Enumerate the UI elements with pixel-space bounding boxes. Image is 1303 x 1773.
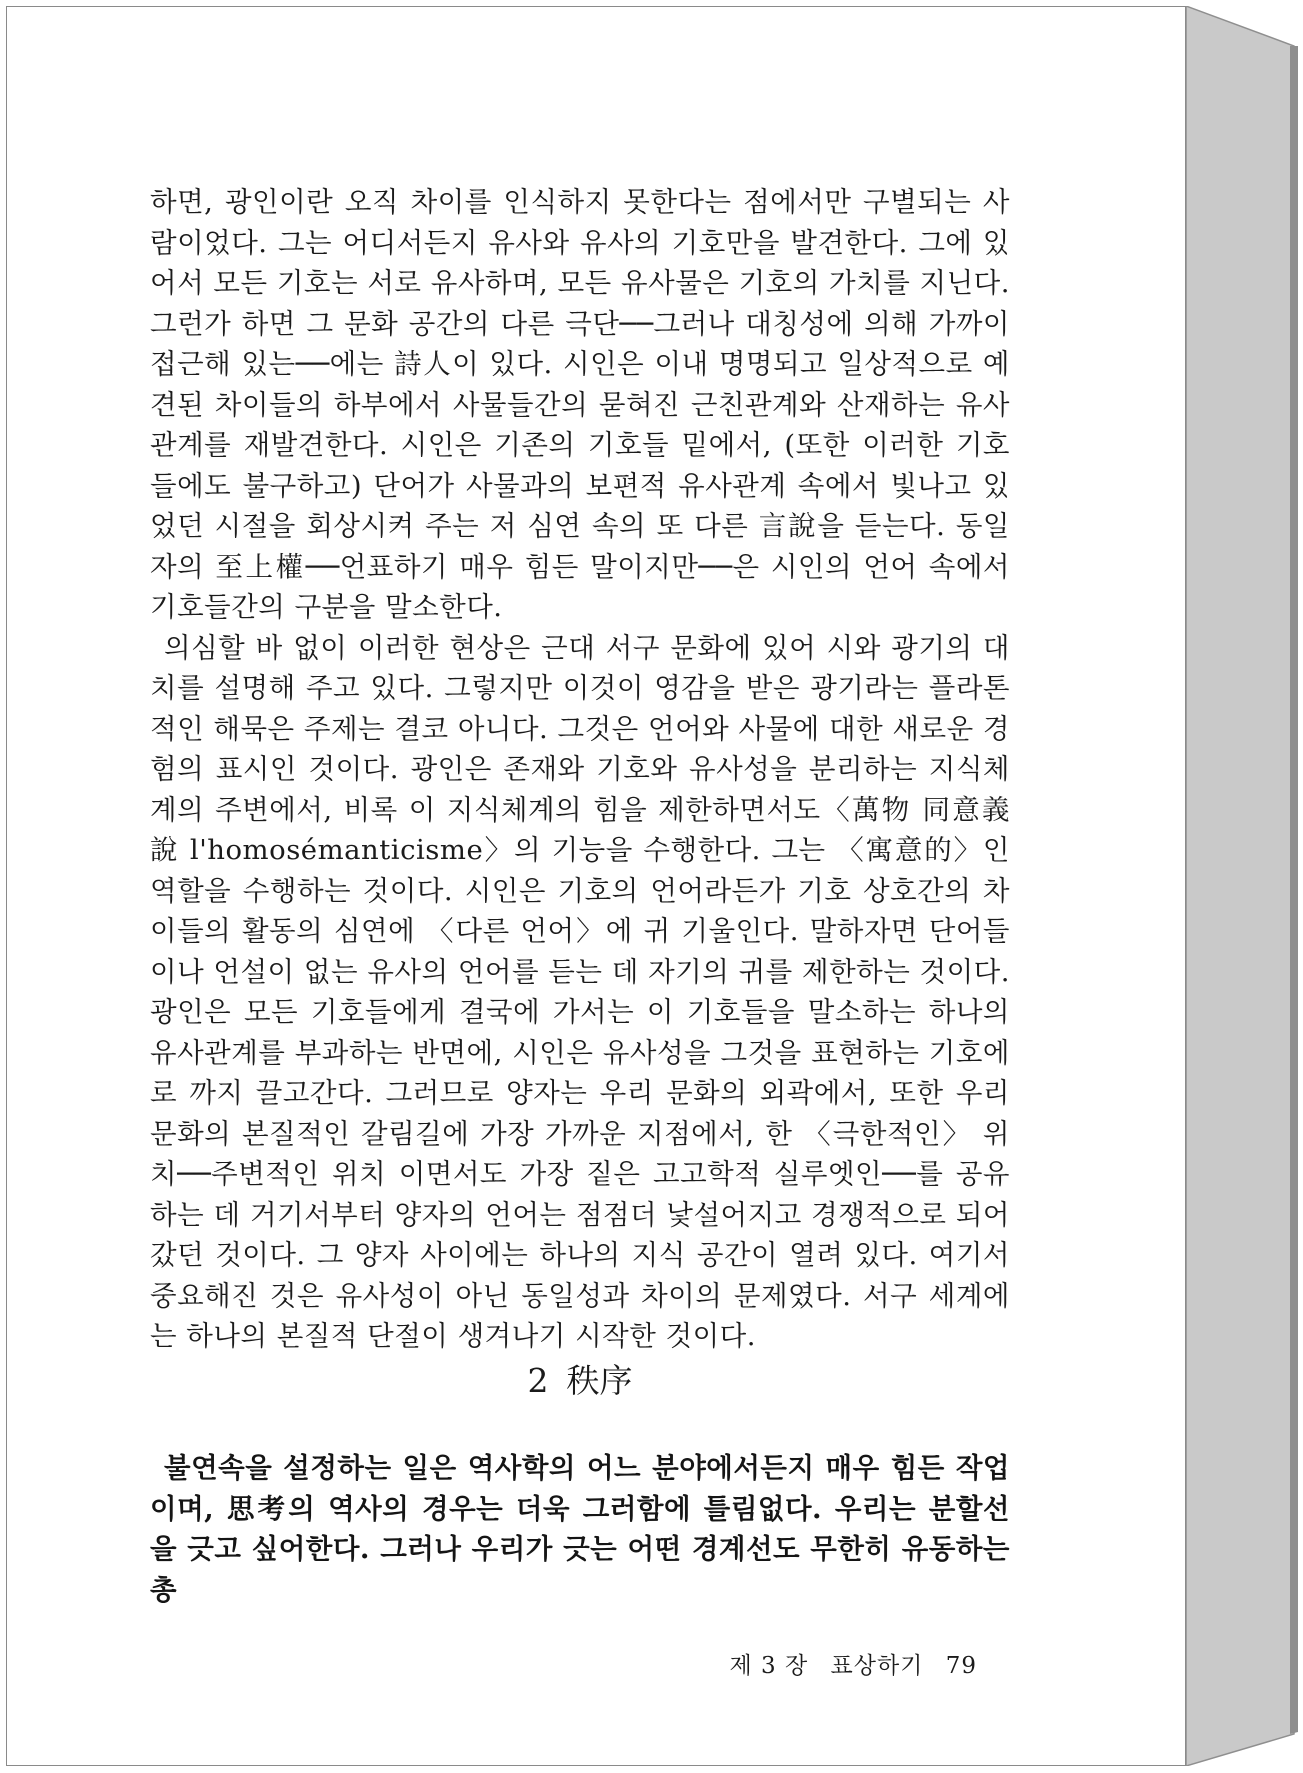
paragraph-1: 하면, 광인이란 오직 차이를 인식하지 못한다는 점에서만 구별되는 사람이었다. 그는 어디서든지 유사와 유사의 기호만을 발견한다. 그에 있어서 모든 기호는 서로 유사하며, 모든 유사물은 기호의 가치를 지닌다. 그런가 하면 그 문화 공간의 다른 극단──그러나 대칭성에 의해 가까이 접근해 있는──에는 詩人이 있다. 시인은 이내 명명되고 일상적으로 예견된 차이들의 하부에서 사물들간의 묻혀진 근친관계와 산재하는 유사관계를 재발견한다. 시인은 기존의 기호들 밑에서, (또한 이러한 기호들에도 불구하고) 단어가 사물과의 보편적 유사관계 속에서 빛나고 있었던 시절을 회상시켜 주는 저 심연 속의 또 다른 言說을 듣는다. 동일자의 至上權──언표하기 매우 힘든 말이지만──은 시인의 언어 속에서 기호들간의 구분을 말소한다. (150, 186, 1010, 623)
section-title: 秩序 (566, 1361, 633, 1400)
paragraph-3: 불연속을 설정하는 일은 역사학의 어느 분야에서든지 매우 힘든 작업이며, 思考의 역사의 경우는 더욱 그러함에 틀림없다. 우리는 분할선을 긋고 싶어한다. 그러나 우리가 긋는 어떤 경계선도 무한히 유동하는 총 (150, 1452, 1010, 1606)
book-edge-icon (1186, 6, 1298, 1766)
chapter-label: 제 3 장 (729, 1653, 809, 1679)
chapter-title: 표상하기 (830, 1653, 924, 1679)
page-footer (716, 1647, 977, 1680)
section-number: 2 (527, 1361, 549, 1400)
main-text (150, 182, 1010, 1357)
section-text (150, 1448, 1010, 1610)
paragraph-2: 의심할 바 없이 이러한 현상은 근대 서구 문화에 있어 시와 광기의 대치를 설명해 주고 있다. 그렇지만 이것이 영감을 받은 광기라는 플라톤적인 해묵은 주제는 결코 아니다. 그것은 언어와 사물에 대한 새로운 경험의 표시인 것이다. 광인은 존재와 기호와 유사성을 분리하는 지식체계의 주변에서, 비록 이 지식체계의 힘을 제한하면서도〈萬物 同意義說 l'homosémanticisme〉의 기능을 수행한다. 그는 〈寓意的〉인 역할을 수행하는 것이다. 시인은 기호의 언어라든가 기호 상호간의 차이들의 활동의 심연에 〈다른 언어〉에 귀 기울인다. 말하자면 단어들이나 언설이 없는 유사의 언어를 듣는 데 자기의 귀를 제한하는 것이다. 광인은 모든 기호들에게 결국에 가서는 이 기호들을 말소하는 하나의 유사관계를 부과하는 반면에, 시인은 유사성을 그것을 표현하는 기호에로 까지 끌고간다. 그러므로 양자는 우리 문화의 외곽에서, 또한 우리 문화의 본질적인 갈림길에 가장 가까운 지점에서, 한 〈극한적인〉 위치──주변적인 위치 이면서도 가장 짙은 고고학적 실루엣인──를 공유하는 데 거기서부터 양자의 언어는 점점더 낯설어지고 경쟁적으로 되어 갔던 것이다. 그 양자 사이에는 하나의 지식 공간이 열려 있다. 여기서 중요해진 것은 유사성이 아닌 동일성과 차이의 문제였다. 서구 세계에는 하나의 본질적 단절이 생겨나기 시작한 것이다. (150, 631, 1010, 1352)
section-heading (150, 1355, 1010, 1402)
page-number: 79 (945, 1653, 977, 1679)
